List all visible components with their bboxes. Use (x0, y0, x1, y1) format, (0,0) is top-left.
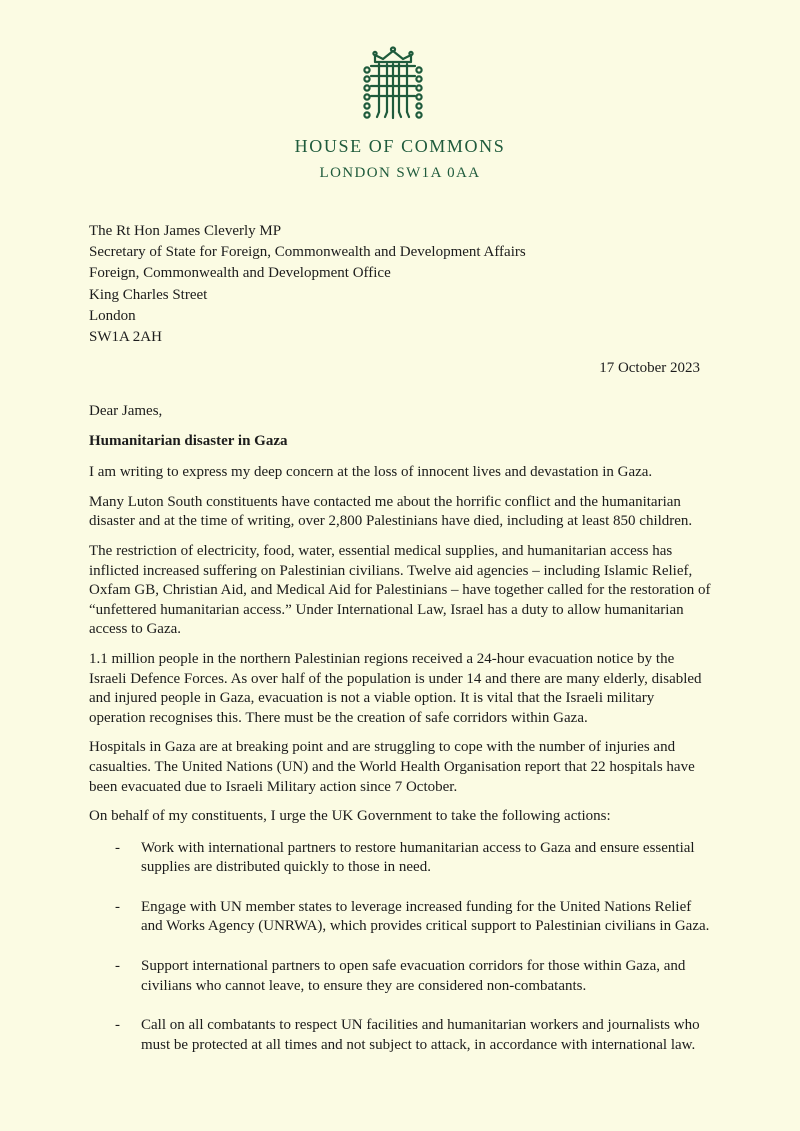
recipient-line: The Rt Hon James Cleverly MP (89, 223, 282, 239)
recipient-line: King Charles Street (89, 286, 208, 303)
action-item (89, 957, 711, 996)
subject-heading: Humanitarian disaster in Gaza (89, 432, 288, 449)
recipient-line: Foreign, Commonwealth and Development Office (89, 265, 391, 282)
action-item (89, 839, 711, 878)
bullet-dash: - (115, 958, 120, 975)
organisation-name: HOUSE OF COMMONS (294, 136, 506, 156)
body-paragraph: The restriction of electricity, food, water, essential medical supplies, and humanitarian access has inflicted increased suffering on Palestinian civilians. Twelve aid agencies – including Islamic Relief, Oxfam GB, Christian Aid, and Medical Aid for Palestinians – have together called for the restoration of “unfettered humanitarian access.” Under International Law, Israel has a duty to allow humanitarian access to Gaza. (89, 542, 711, 638)
action-list (89, 839, 711, 1056)
recipient-line: London (89, 307, 136, 324)
body-paragraph: 1.1 million people in the northern Palestinian regions received a 24-hour evacuation notice by the Israeli Defence Forces. As over half of the population is under 14 and there are many elderly, disabled and injured people in Gaza, evacuation is not a viable option. It is vital that the Israeli military operation recognises this. There must be the creation of safe corridors within Gaza. (89, 650, 702, 726)
body-paragraph: On behalf of my constituents, I urge the UK Government to take the following actions: (89, 808, 611, 825)
recipient-line: Secretary of State for Foreign, Commonwealth and Development Affairs (89, 244, 526, 261)
bullet-dash: - (115, 1017, 120, 1034)
action-item (89, 898, 711, 937)
letter-date: 17 October 2023 (599, 360, 700, 376)
body-paragraph: Many Luton South constituents have contacted me about the horrific conflict and the humanitarian disaster and at the time of writing, over 2,800 Palestinians have died, including at least 850 children. (89, 493, 693, 530)
letter-body (89, 402, 711, 1075)
action-text: Work with international partners to restore humanitarian access to Gaza and ensure essential supplies are distributed quickly to those in need. (141, 839, 695, 876)
action-item (89, 1016, 711, 1055)
action-text: Engage with UN member states to leverage increased funding for the United Nations Relief and Works Agency (UNRWA), which provides critical support to Palestinian civilians in Gaza. (141, 898, 710, 935)
body-paragraph: Hospitals in Gaza are at breaking point and are struggling to cope with the number of injuries and casualties. The United Nations (UN) and the World Health Organisation report that 22 hospitals have been evacuated due to Israeli Military action since 7 October. (89, 739, 695, 795)
bullet-dash: - (115, 898, 120, 915)
organisation-address: LONDON SW1A 0AA (319, 165, 481, 181)
action-text: Call on all combatants to respect UN facilities and humanitarian workers and journalists who must be protected at all times and not subject to attack, in accordance with international law. (141, 1017, 700, 1053)
portcullis-crest-icon (361, 46, 425, 124)
body-paragraph: I am writing to express my deep concern at the loss of innocent lives and devastation in Gaza. (89, 464, 653, 481)
bullet-dash: - (115, 839, 120, 856)
salutation: Dear James, (89, 403, 163, 419)
recipient-line: SW1A 2AH (89, 329, 162, 346)
recipient-address-block (89, 221, 526, 348)
action-text: Support international partners to open safe evacuation corridors for those within Gaza, and civilians who cannot leave, to ensure they are considered non-combatants. (141, 958, 686, 994)
